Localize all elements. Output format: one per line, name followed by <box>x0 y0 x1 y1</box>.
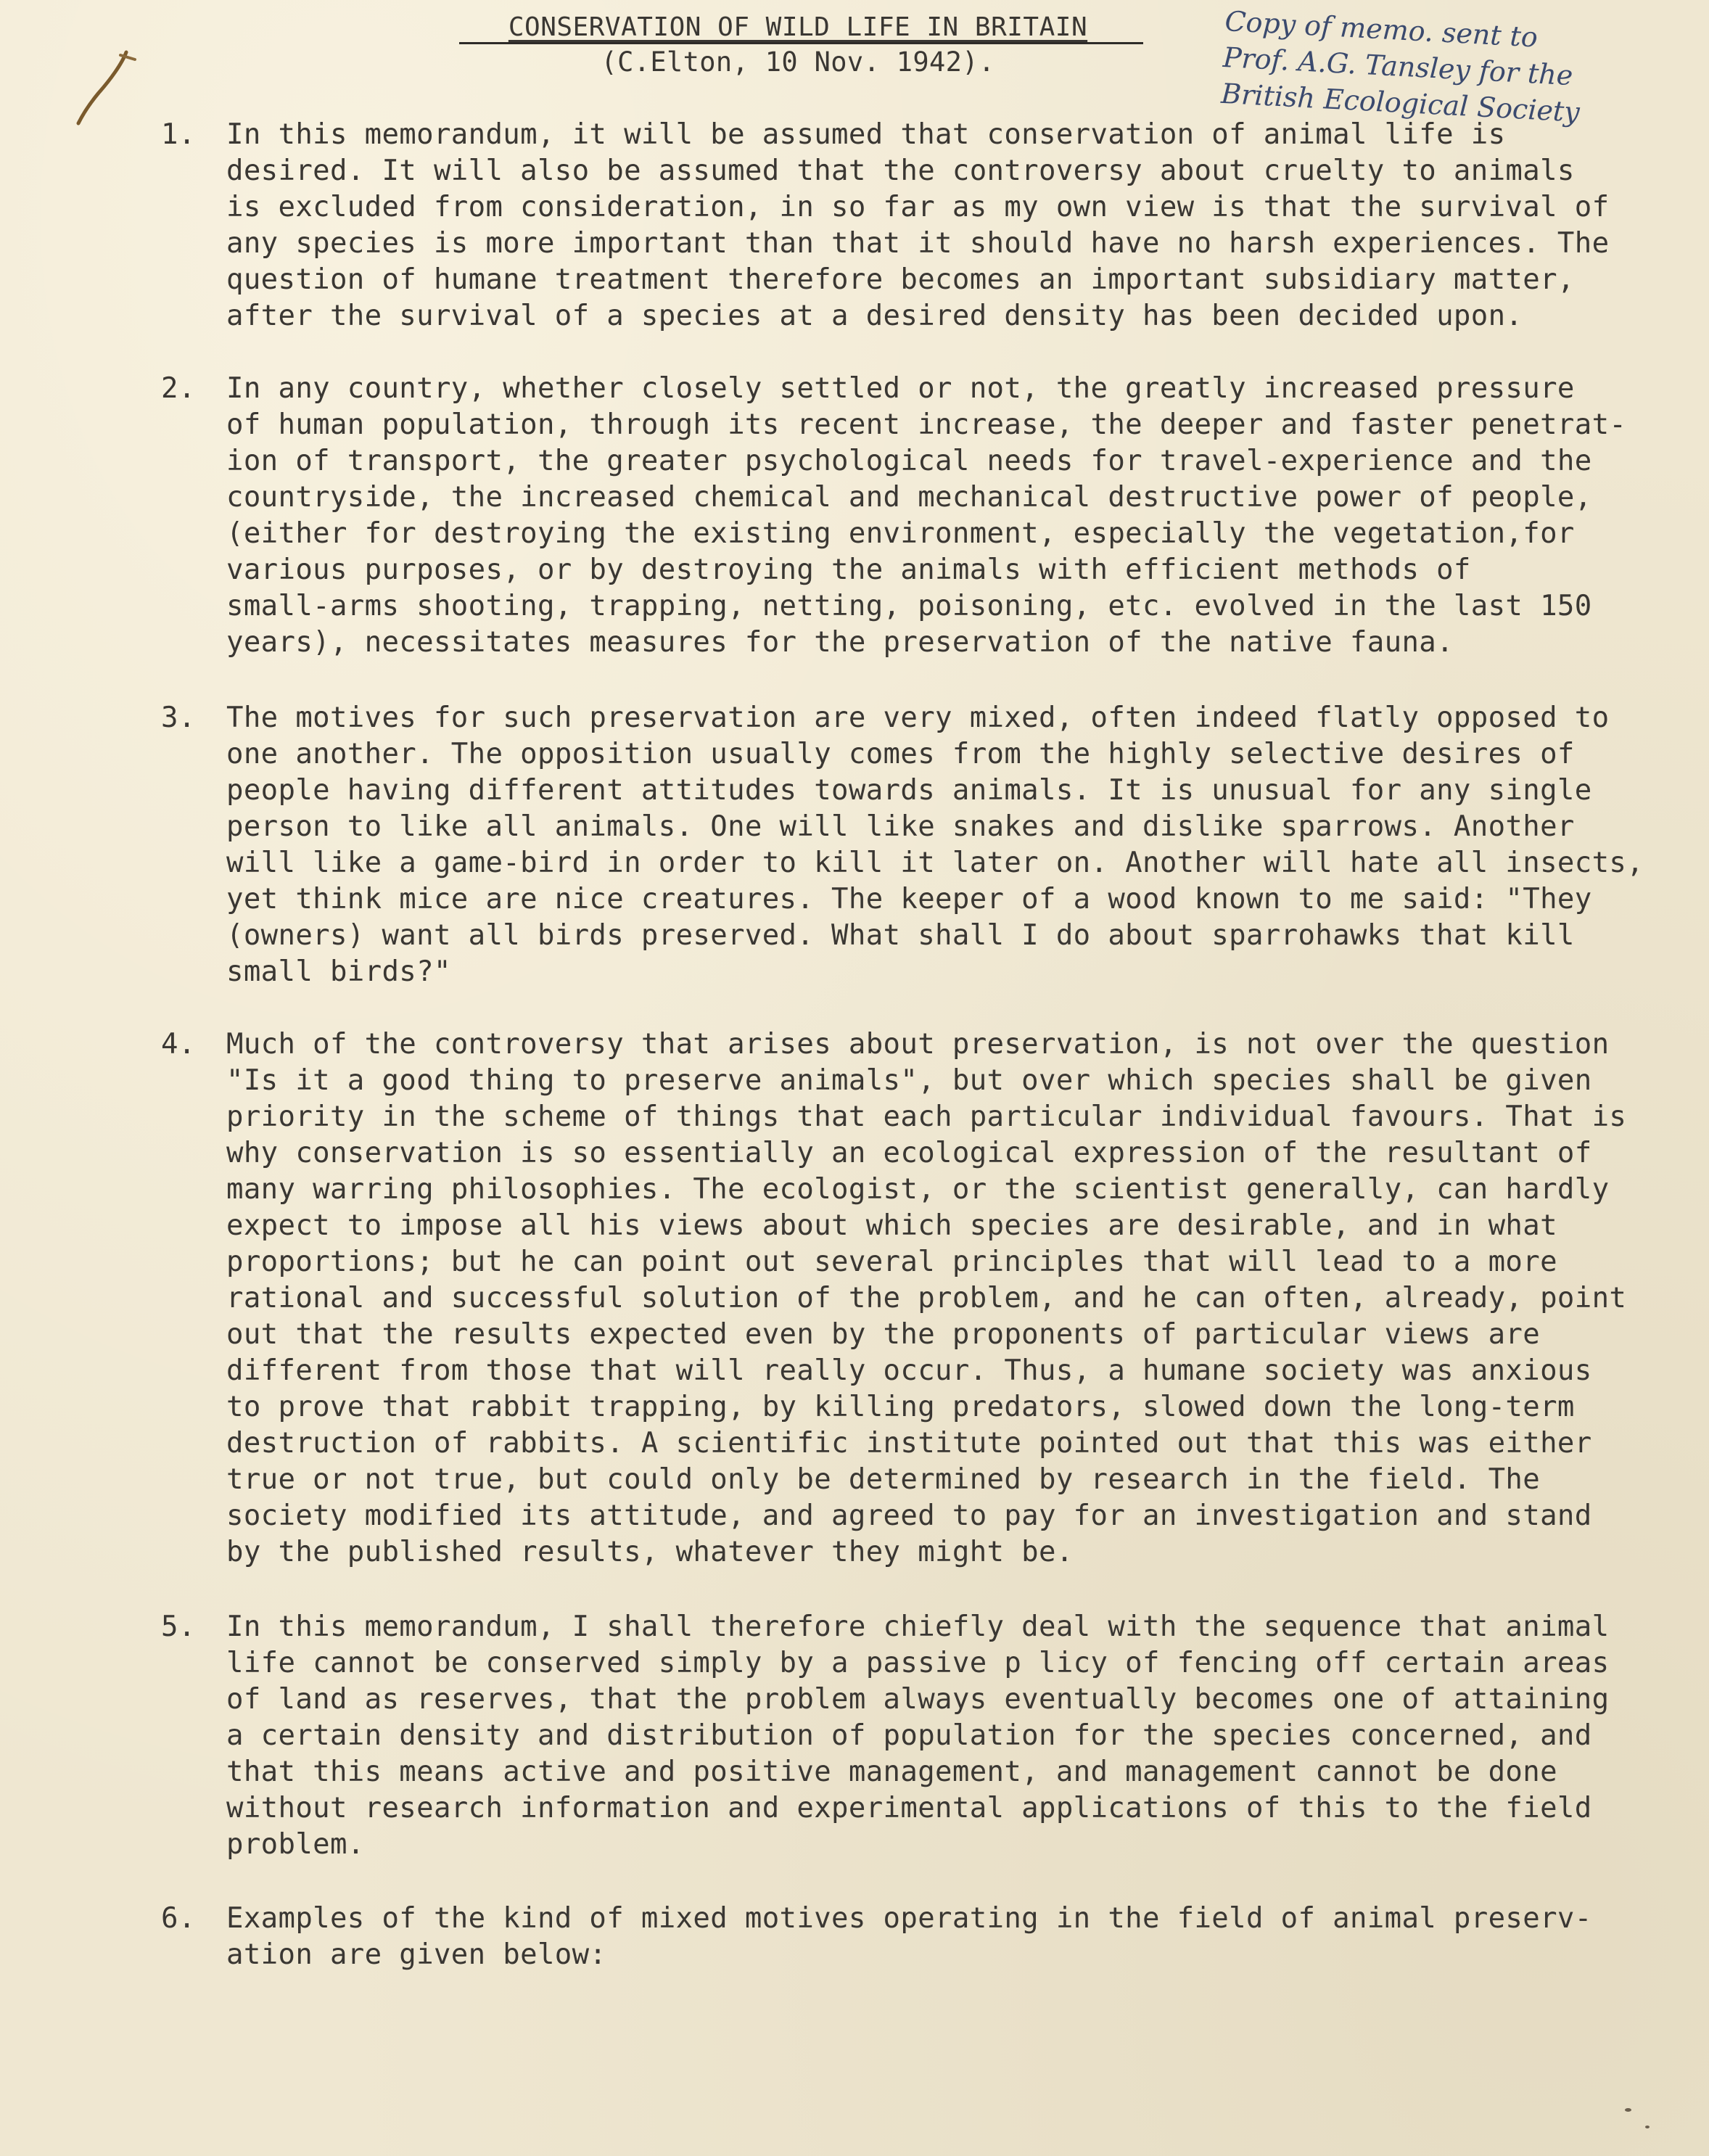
text-line: of human population, through its recent increase, the deeper and faster penetrat- <box>226 408 1627 441</box>
handwritten-line: Copy of memo. sent to <box>1224 4 1539 54</box>
text-line: In this memorandum, it will be assumed that conservation of animal life is <box>226 118 1506 151</box>
paragraph-text <box>226 700 1697 990</box>
text-line: rational and successful solution of the problem, and he can often, already, point <box>226 1282 1627 1314</box>
text-line: (owners) want all birds preserved. What shall I do about sparrohawks that kill <box>226 919 1575 952</box>
text-line: years), necessitates measures for the preservation of the native fauna. <box>226 626 1454 659</box>
paragraph-text <box>226 1901 1697 1973</box>
text-line: Examples of the kind of mixed motives operating in the field of animal preserv- <box>226 1902 1592 1935</box>
text-line: true or not true, but could only be determined by research in the field. The <box>226 1463 1541 1496</box>
paragraph-number: 6. <box>161 1902 196 1935</box>
handwritten-line: Prof. A.G. Tansley for the <box>1222 41 1574 92</box>
paragraph-2 <box>161 371 1697 661</box>
text-line: destruction of rabbits. A scientific institute pointed out that this was either <box>226 1427 1592 1460</box>
text-line: small-arms shooting, trapping, netting, poisoning, etc. evolved in the last 150 <box>226 590 1592 622</box>
paragraph-text <box>226 1026 1697 1571</box>
text-line: will like a game-bird in order to kill it later on. Another will hate all insects, <box>226 847 1644 879</box>
text-line: countryside, the increased chemical and mechanical destructive power of people, <box>226 481 1592 514</box>
text-line: yet think mice are nice creatures. The keeper of a wood known to me said: "They <box>226 883 1592 916</box>
paper-speck <box>1625 2108 1631 2112</box>
paragraph-4 <box>161 1026 1697 1571</box>
text-line: question of humane treatment therefore becomes an important subsidiary matter, <box>226 263 1575 296</box>
text-line: problem. <box>226 1828 365 1861</box>
paragraph-number: 3. <box>161 701 196 734</box>
text-line: In any country, whether closely settled or not, the greatly increased pressure <box>226 372 1575 405</box>
text-line: one another. The opposition usually comes from the highly selective desires of <box>226 738 1575 770</box>
text-line: people having different attitudes towards animals. It is unusual for any single <box>226 774 1592 807</box>
text-line: various purposes, or by destroying the animals with efficient methods of <box>226 554 1471 586</box>
paper-speck <box>1645 2126 1650 2128</box>
paragraph-5 <box>161 1609 1697 1863</box>
text-line: person to like all animals. One will like snakes and dislike sparrows. Another <box>226 810 1575 843</box>
paragraph-text <box>226 1609 1697 1863</box>
text-line: (either for destroying the existing environment, especially the vegetation,for <box>226 517 1575 550</box>
text-line: "Is it a good thing to preserve animals", but over which species shall be given <box>226 1064 1592 1097</box>
text-line: to prove that rabbit trapping, by killing predators, slowed down the long-term <box>226 1391 1575 1423</box>
paragraph-6 <box>161 1901 1697 1973</box>
text-line: many warring philosophies. The ecologist, or the scientist generally, can hardly <box>226 1173 1610 1206</box>
paragraph-number: 2. <box>161 372 196 405</box>
paragraph-number: 4. <box>161 1028 196 1061</box>
text-line: why conservation is so essentially an ecological expression of the resultant of <box>226 1137 1592 1169</box>
text-line: expect to impose all his views about which species are desirable, and in what <box>226 1209 1557 1242</box>
text-line: ion of transport, the greater psychological needs for travel-experience and the <box>226 445 1592 477</box>
text-line: desired. It will also be assumed that the controversy about cruelty to animals <box>226 155 1575 187</box>
text-line: The motives for such preservation are very mixed, often indeed flatly opposed to <box>226 701 1610 734</box>
text-line: any species is more important than that it should have no harsh experiences. The <box>226 227 1610 260</box>
paragraph-text <box>226 117 1697 334</box>
handwritten-note <box>1220 3 1689 136</box>
paragraph-number: 5. <box>161 1610 196 1643</box>
document-subtitle: (C.Elton, 10 Nov. 1942). <box>601 46 995 78</box>
text-line: In this memorandum, I shall therefore chiefly deal with the sequence that animal <box>226 1610 1610 1643</box>
text-line: a certain density and distribution of population for the species concerned, and <box>226 1719 1592 1752</box>
text-line: different from those that will really occur. Thus, a humane society was anxious <box>226 1354 1592 1387</box>
pencil-mark-icon <box>70 48 157 135</box>
document-title <box>450 9 1146 45</box>
title-text: CONSERVATION OF WILD LIFE IN BRITAIN <box>508 12 1088 42</box>
text-line: after the survival of a species at a desired density has been decided upon. <box>226 300 1523 332</box>
paragraph-number: 1. <box>161 118 196 151</box>
text-line: priority in the scheme of things that each particular individual favours. That is <box>226 1100 1627 1133</box>
text-line: ation are given below: <box>226 1938 607 1971</box>
text-line: that this means active and positive management, and management cannot be done <box>226 1756 1557 1788</box>
text-line: society modified its attitude, and agreed to pay for an investigation and stand <box>226 1499 1592 1532</box>
text-line: of land as reserves, that the problem always eventually becomes one of attaining <box>226 1683 1610 1716</box>
text-line: out that the results expected even by the proponents of particular views are <box>226 1318 1541 1351</box>
text-line: is excluded from consideration, in so far as my own view is that the survival of <box>226 191 1610 223</box>
text-line: small birds?" <box>226 955 451 988</box>
text-line: Much of the controversy that arises about preservation, is not over the question <box>226 1028 1610 1061</box>
paragraph-3 <box>161 700 1697 990</box>
text-line: life cannot be conserved simply by a passive p licy of fencing off certain areas <box>226 1647 1610 1679</box>
handwritten-line: British Ecological Society <box>1220 77 1581 128</box>
text-line: without research information and experimental applications of this to the field <box>226 1792 1592 1824</box>
text-line: proportions; but he can point out several principles that will lead to a more <box>226 1246 1557 1278</box>
paragraph-1 <box>161 117 1697 334</box>
paragraph-text <box>226 371 1697 661</box>
title-rule <box>459 42 1143 44</box>
text-line: by the published results, whatever they might be. <box>226 1536 1074 1568</box>
